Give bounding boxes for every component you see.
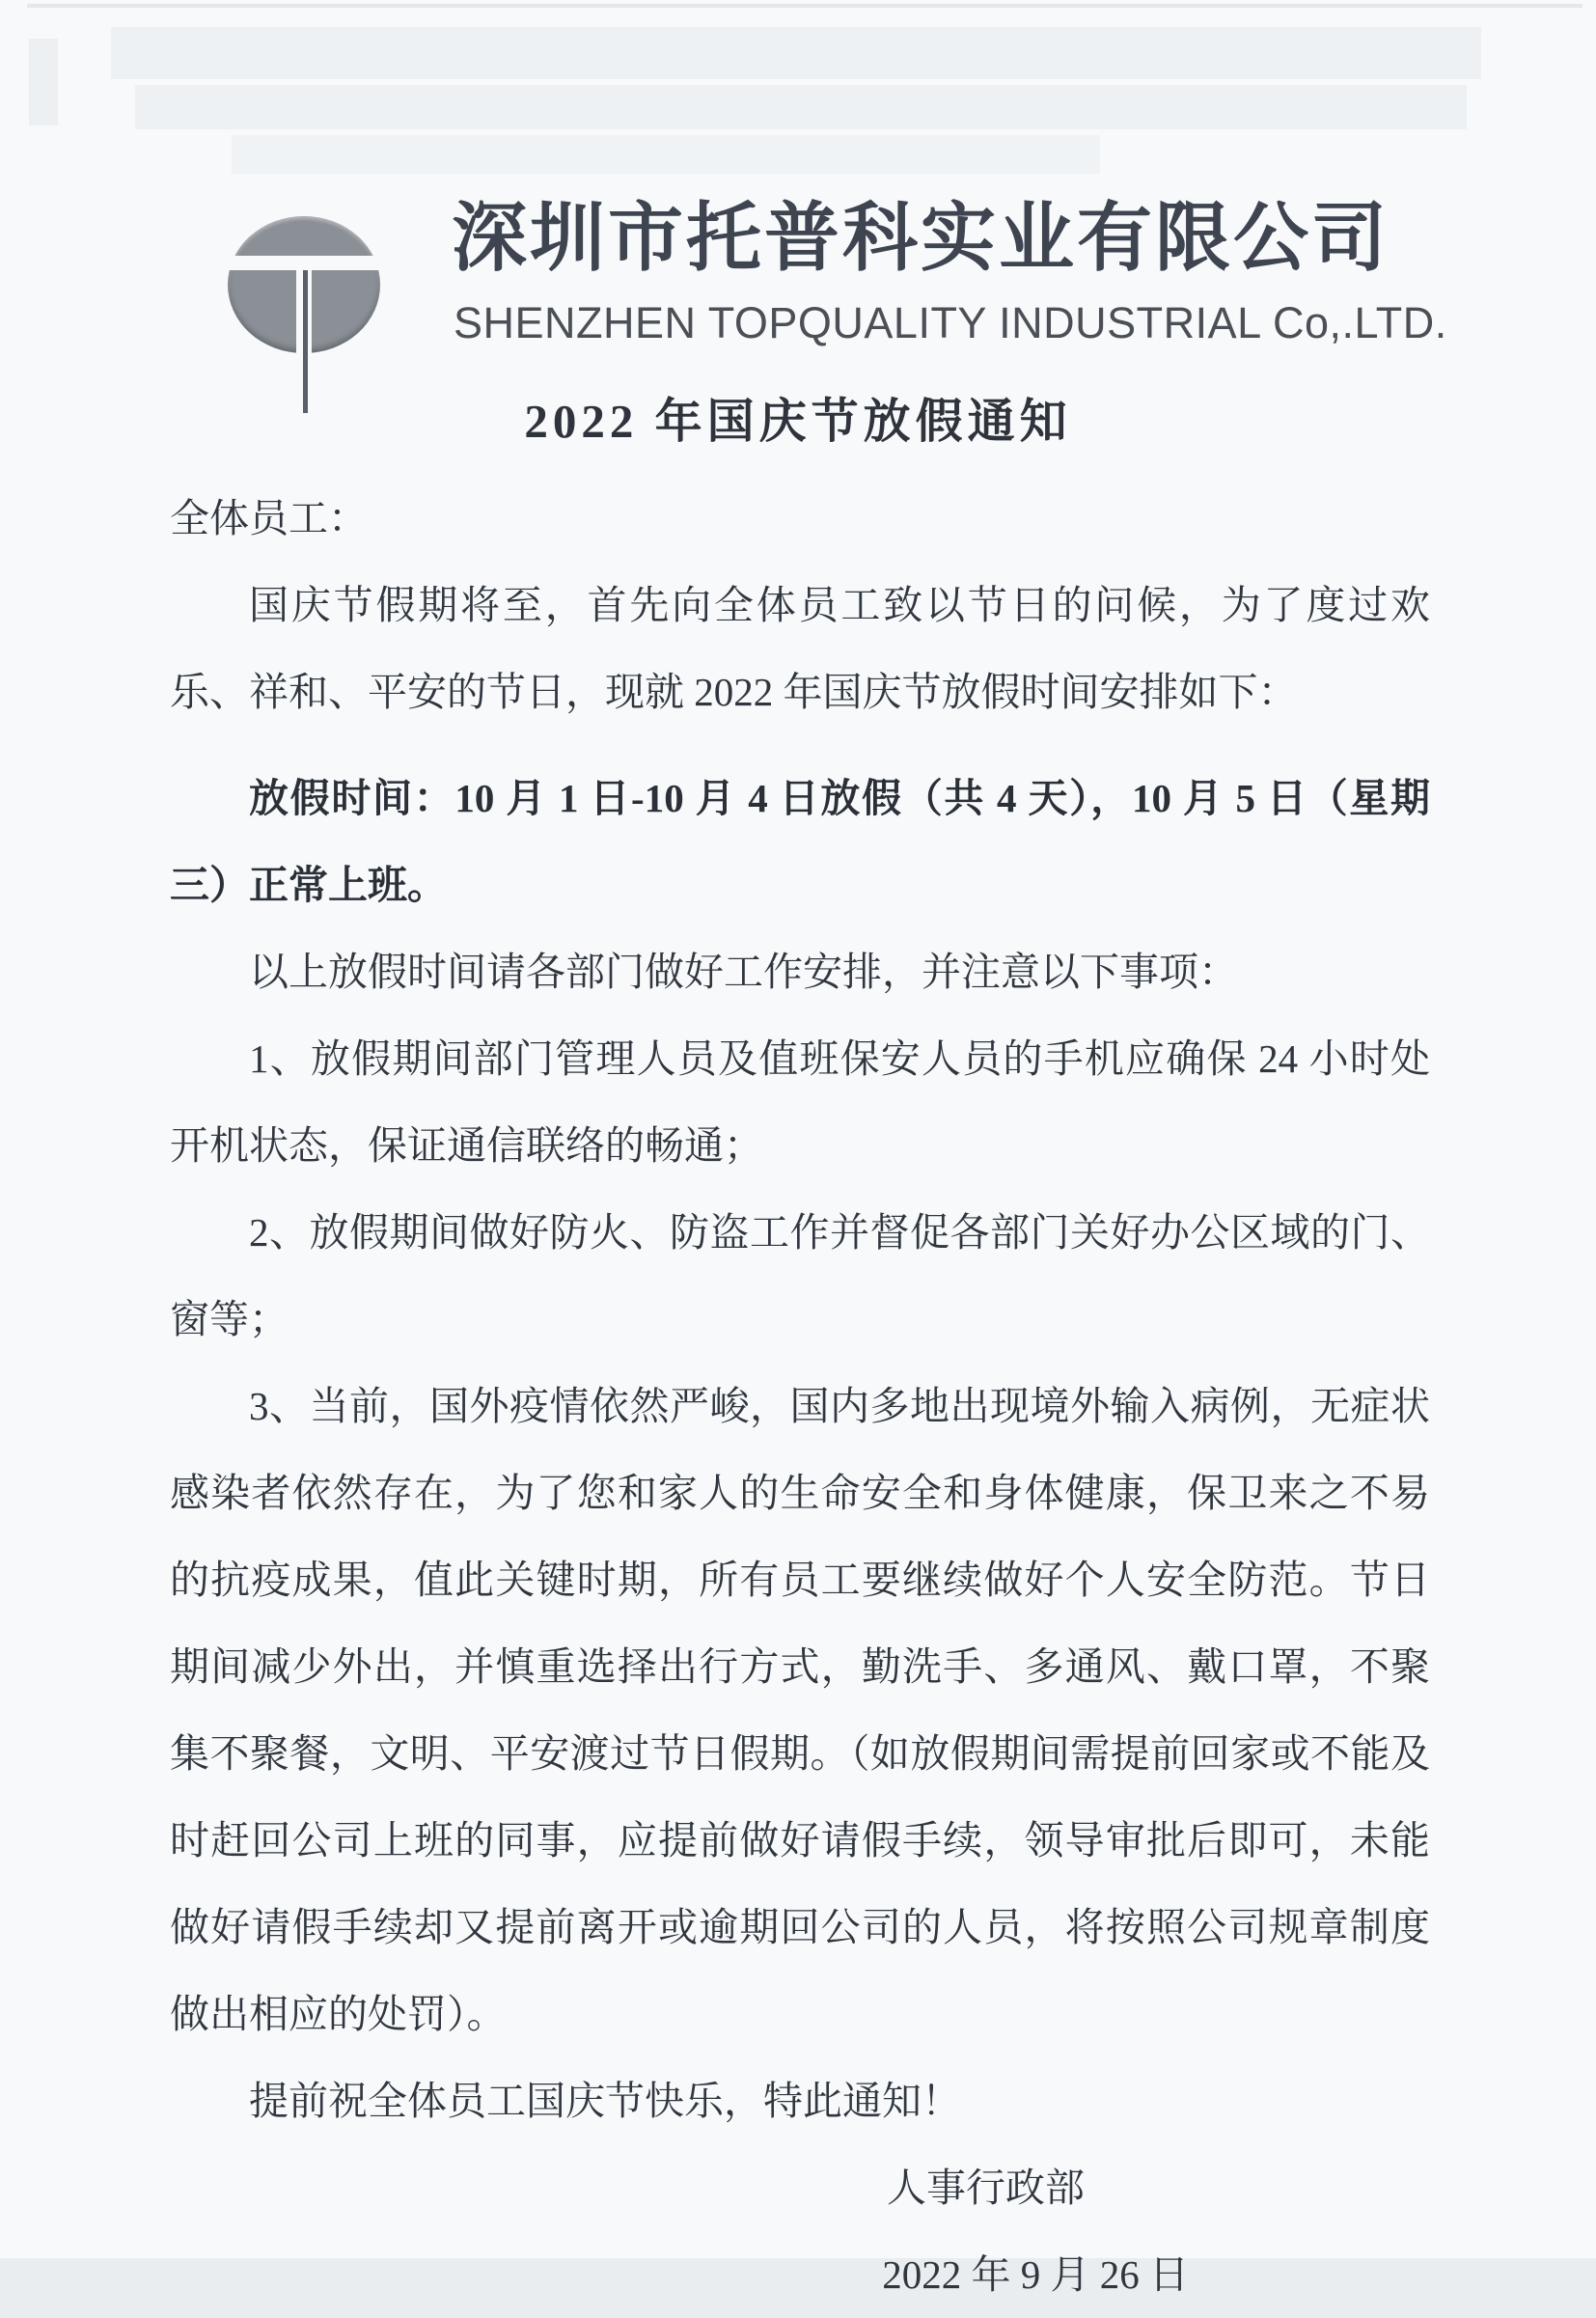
company-name-zh: 深圳市托普科实业有限公司 (452, 196, 1390, 280)
paragraph-holiday-time: 放假时间：10 月 1 日-10 月 4 日放假（共 4 天），10 月 5 日（星期三）正常上班。 (170, 776, 1430, 907)
scan-artifact-band (135, 85, 1467, 129)
scan-artifact-band (232, 135, 1100, 174)
company-logo-icon (228, 216, 380, 353)
notice-body (170, 475, 1430, 2318)
paragraph-intro: 国庆节假期将至，首先向全体员工致以节日的问候，为了度过欢乐、祥和、平安的节日，现就 2022 年国庆节放假时间安排如下： (170, 583, 1430, 714)
paragraph-notice-lead: 以上放假时间请各部门做好工作安排，并注意以下事项： (249, 950, 1238, 994)
paragraph-closing: 提前祝全体员工国庆节快乐，特此通知！ (249, 2079, 961, 2123)
company-name-en: SHENZHEN TOPQUALITY INDUSTRIAL Co,.LTD. (454, 298, 1447, 347)
salutation: 全体员工： (170, 496, 368, 540)
notice-title: 2022 年国庆节放假通知 (524, 395, 1072, 448)
scan-artifact-line (27, 4, 1582, 8)
signature-department: 人事行政部 (887, 2166, 1085, 2210)
scan-artifact-band (111, 27, 1481, 79)
notice-date: 2022 年 9 月 26 日 (882, 2252, 1189, 2297)
scan-artifact-chip (29, 39, 58, 125)
notice-item-2: 2、放假期间做好防火、防盗工作并督促各部门关好办公区域的门、窗等； (170, 1210, 1430, 1341)
notice-item-3: 3、当前，国外疫情依然严峻，国内多地出现境外输入病例，无症状感染者依然存在，为了您和家人的生命安全和身体健康，保卫来之不易的抗疫成果，值此关键时期，所有员工要继续做好个人安全防范。节日期间减少外出，并慎重选择出行方式，勤洗手、多通风、戴口罩，不聚集不聚餐，文明、平安渡过节日假期。（如放假期间需提前回家或不能及时赶回公司上班的同事，应提前做好请假手续，领导审批后即可，未能做好请假手续却又提前离开或逾期回公司的人员，将按照公司规章制度做出相应的处罚）。 (170, 1384, 1430, 2036)
notice-item-1: 1、放假期间部门管理人员及值班保安人员的手机应确保 24 小时处开机状态，保证通信联络的畅通； (170, 1036, 1430, 1168)
